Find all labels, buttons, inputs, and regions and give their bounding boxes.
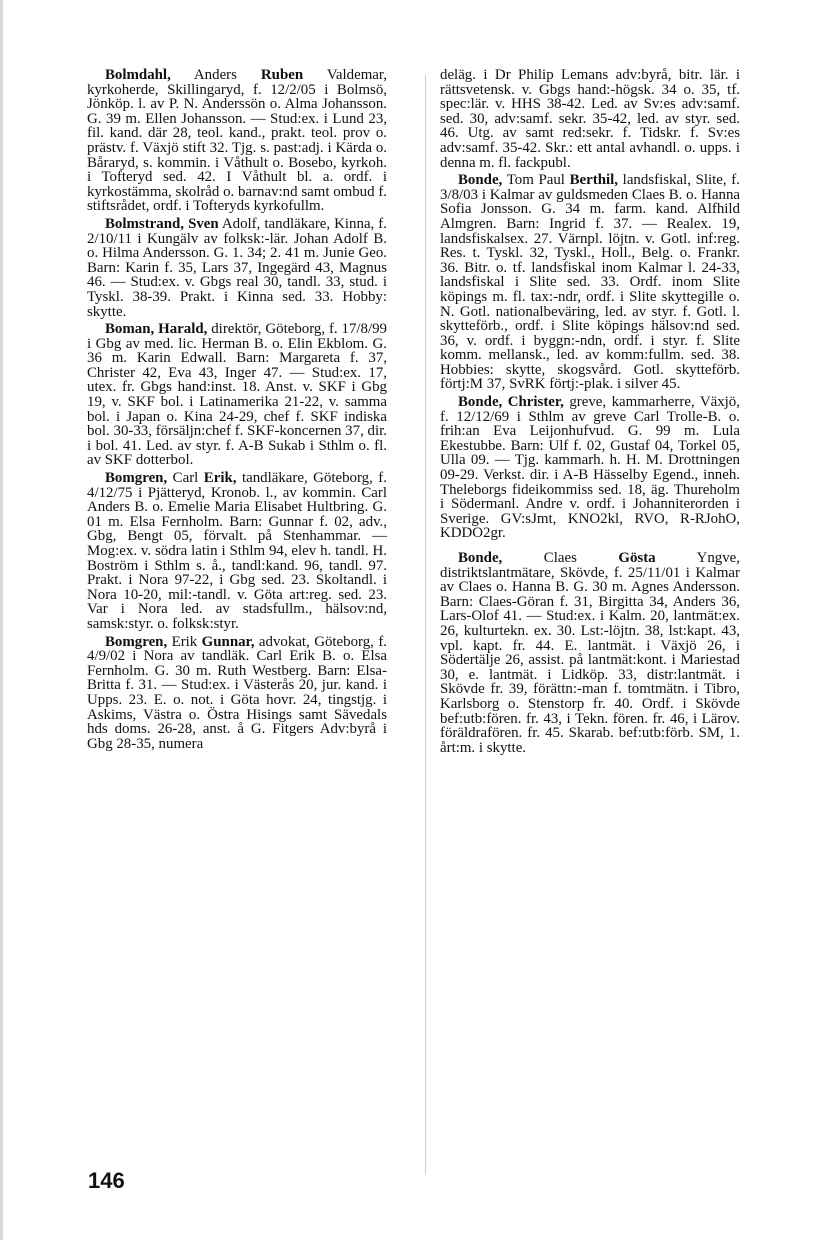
entry-given-pre: Tom Paul (502, 172, 570, 189)
entry-text: greve, kammarherre, Växjö, f. 12/12/69 i Sthlm av greve Carl Trolle-B. o. frih:an Eva Leijonhufvud. G. 99 m. Lula Ekestubbe. Barn: Ulf f. 02, Gustaf 04, Torkel 05, Ulla 09. — Tjg. kammarh. h. H. M. Drottningen 09-29. Verkst. dir. i A-B Hässelby Egend., inneh. Theleborgs fideikommiss sed. 18, äg. Thureholm i Södermanl. Andre v. ordf. i Johanniterorden i Sverige. GV:sJmt, KNO2kl, RVO, R-RJohO, KDDO2gr. (440, 394, 740, 542)
entry-bonde-berthil (440, 173, 740, 392)
entry-bonde-christer (440, 395, 740, 541)
page-number: 146 (88, 1168, 125, 1193)
entry-given-pre: Carl (167, 470, 204, 487)
entry-text: advokat, Göteborg, f. 4/9/02 i Nora av tandläk. Carl Erik B. o. Elsa Fernholm. G. 30 m. Ruth Westberg. Barn: Elsa-Britta f. 31. — Stud:ex. i Västerås 20, jur. kand. i Upps. 23. E. o. not. i Göta hovr. 24, tingstjg. i Askims, Västra o. Östra Hisings samt Sävedals hds doms. 26-28, anst. å G. Fitgers Adv:byrå i Gbg 28-35, numera (87, 633, 387, 752)
entry-given-bold: Gösta (618, 550, 656, 566)
entry-text: Adolf, tandläkare, Kinna, f. 2/10/11 i Kungälv av folksk:-lär. Johan Adolf B. o. Hilma Andersson. G. 1. 34; 2. 41 m. Junie Geo. Barn: Karin f. 35, Lars 37, Ingegärd 43, Magnus 46. — Stud:ex. v. Gbgs real 30, tandl. 33, stud. i Tyskl. 38-39. Prakt. i Kinna sed. 33. Hobby: skytte. (87, 215, 387, 320)
entry-bomgren-gunnar (87, 635, 387, 752)
entry-given-pre: Anders (170, 67, 261, 83)
entry-given-bold: Gunnar, (201, 633, 255, 650)
entry-bomgren-gunnar-continued (440, 68, 740, 170)
entry-surname: Bolmdahl, (105, 67, 171, 83)
entry-text: direktör, Göteborg, f. 17/8/99 i Gbg av med. lic. Herman B. o. Elin Ekblom. G. 36 m. Karin Edwall. Barn: Margareta f. 37, Christer 42, Eva 43, Inger 47. — Stud:ex. 17, utex. fr. Gbgs hand:inst. 18. Anst. v. SKF i Gbg 19, v. SKF bol. i Latinamerika 21-22, v. samma bol. i Japan o. Kina 24-29, chef f. SKF indiska bol. 30-33, försäljn:chef f. SKF-koncernen 37, dir. i bol. 41. Led. av styr. f. A-B Sukab i Sthlm o. fl. av SKF dotterbol. (87, 321, 388, 469)
entry-given-pre: Claes (502, 550, 619, 566)
entry-bonde-gosta (440, 551, 740, 755)
entry-given-pre: Erik (167, 633, 202, 650)
entry-boman (87, 322, 387, 468)
entry-bolmstrand (87, 217, 387, 319)
entry-text: tandläkare, Göteborg, f. 4/12/75 i Pjätteryd, Kronob. l., av kommin. Carl Anders B. o. Emelie Maria Elisabet Hultbring. G. 01 m. Elsa Fernholm. Barn: Gunnar f. 02, adv., Gbg, Bengt 05, förvalt. på Stenhammar. — Mog:ex. v. södra latin i Sthlm 94, elev h. tandl. H. Boström i Sthlm s. å., tandl:kand. 96, tandl. 97. Prakt. i Nora 97-22, i Gbg sed. 23. Skoltandl. i Nora 10-20, mil:-tandl. v. Göta art:reg. sed. 23. Var i Nora led. av stadsfullm., hälsov:nd, samsk:styr. o. folksk:styr. (87, 470, 387, 632)
entry-given-bold: Berthil, (569, 172, 618, 189)
entry-text: Yngve, distriktslantmätare, Skövde, f. 25/11/01 i Kalmar av Claes o. Hanna B. G. 30 m. Agnes Andersson. Barn: Claes-Göran f. 31, Birgitta 34, Anders 36, Lars-Olof 41. — Stud:ex. i Kalm. 20, lantmät:ex. 26, kulturtekn. ex. 30. Lst:-löjtn. 38, lst:kapt. 43, vpl. kapt. fr. 44. E. lantmät. i Växjö 26, i Södertälje 26, assist. på lantmät:kont. i Mariestad 30, e. lantmät. i Lidköp. 33, distr:lantmät. i Skövde fr. 39, förättn:-man f. tomtmätn. i Tibro, Karlsborg o. Stenstorp fr. 40. Ordf. i Skövde bef:utb:fören. fr. 43, i Tekn. fören. fr. 46, i Lärov. föräldrafören. fr. 45. Skarab. bef:utb:förb. SM, 1. årt:m. i skytte. (440, 550, 741, 756)
entry-surname: Boman, (105, 321, 155, 338)
entry-bolmdahl (87, 68, 387, 214)
entry-surname: Bomgren, (105, 633, 168, 650)
page-edge (0, 0, 3, 1240)
entry-given-bold: Sven (188, 215, 219, 232)
entry-surname: Bonde, (458, 172, 503, 189)
entry-continuation-text: deläg. i Dr Philip Lemans adv:byrå, bitr. lär. i rättsvetensk. v. Gbgs hand:-högsk. 34 o. 35, tf. spec:lär. v. HHS 38-42. Led. av Sv:es adv:samf. sed. 30, adv:samf. sekr. 35-42, led. av styr. sed. 46. Utg. av samt red:sekr. f. Tidskr. f. Sv:es adv:samf. 35-42. Skr.: ett antal avhandl. o. upps. i denna m. fl. fackpubl. (440, 67, 740, 171)
left-column (87, 68, 387, 754)
right-column (440, 68, 740, 758)
entry-bomgren-erik (87, 471, 387, 632)
entry-surname: Bonde, (458, 394, 503, 411)
entry-surname: Bolmstrand, (105, 215, 185, 232)
column-divider (425, 75, 426, 1175)
entry-surname: Bonde, (458, 550, 503, 566)
entry-surname: Bomgren, (105, 470, 168, 487)
entry-text: Valdemar, kyrkoherde, Skillingaryd, f. 12/2/05 i Bolmsö, Jönköp. l. av P. N. Anderssön o. Alma Johansson. G. 39 m. Ellen Johansson. — Stud:ex. i Lund 23, fil. kand. där 28, teol. kand., prakt. teol. prov o. prästv. f. Växjö stift 32. Tjg. s. past:adj. i Kärda o. Båraryd, s. kommin. i Våthult o. Bosebo, kyrkoh. i Tofteryd sed. 42. I Våthult bl. a. ordf. i kyrkostämma, skolråd o. barnav:nd samt ombud f. stiftsrådet, ordf. i Tofteryds kyrkofullm. (87, 67, 387, 215)
entry-given-bold: Ruben (260, 67, 304, 83)
entry-text: landsfiskal, Slite, f. 3/8/03 i Kalmar av guldsmeden Claes B. o. Hanna Sofia Jonsson. G. 34 m. farm. kand. Alfhild Almgren. Barn: Ingrid f. 37. — Realex. 19, landsfiskalsex. 27. Värnpl. löjtn. v. Gotl. inf:reg. Res. t. Tyskl. 32, Tyskl., Holl., Belg. o. Frankr. 36. Bitr. o. tf. landsfiskal inom Kalmar l. 24-33, landsfiskal i Slite sed. 33. Ordf. inom Slite köpings m. fl. tax:-ndr, ordf. i Slite skyttegille o. N. Gotl. nationalbeväring, led. av styr. f. Gotl. l. skytteförb., ordf. i Slite köpings hälsov:nd sed. 36, v. ordf. i byggn:-ndn, ordf. i styr. f. Slite komm. mellansk., led. av komm:fullm. sed. 38. Hobbies: skytte, skogsvård. Gotl. skytteförb. förtj:M 37, SvRK förtj:-plak. i silver 45. (440, 172, 740, 393)
entry-given-bold: Erik, (203, 470, 237, 487)
entry-given-bold: Christer, (507, 394, 564, 411)
entry-given-bold: Harald, (158, 321, 208, 338)
